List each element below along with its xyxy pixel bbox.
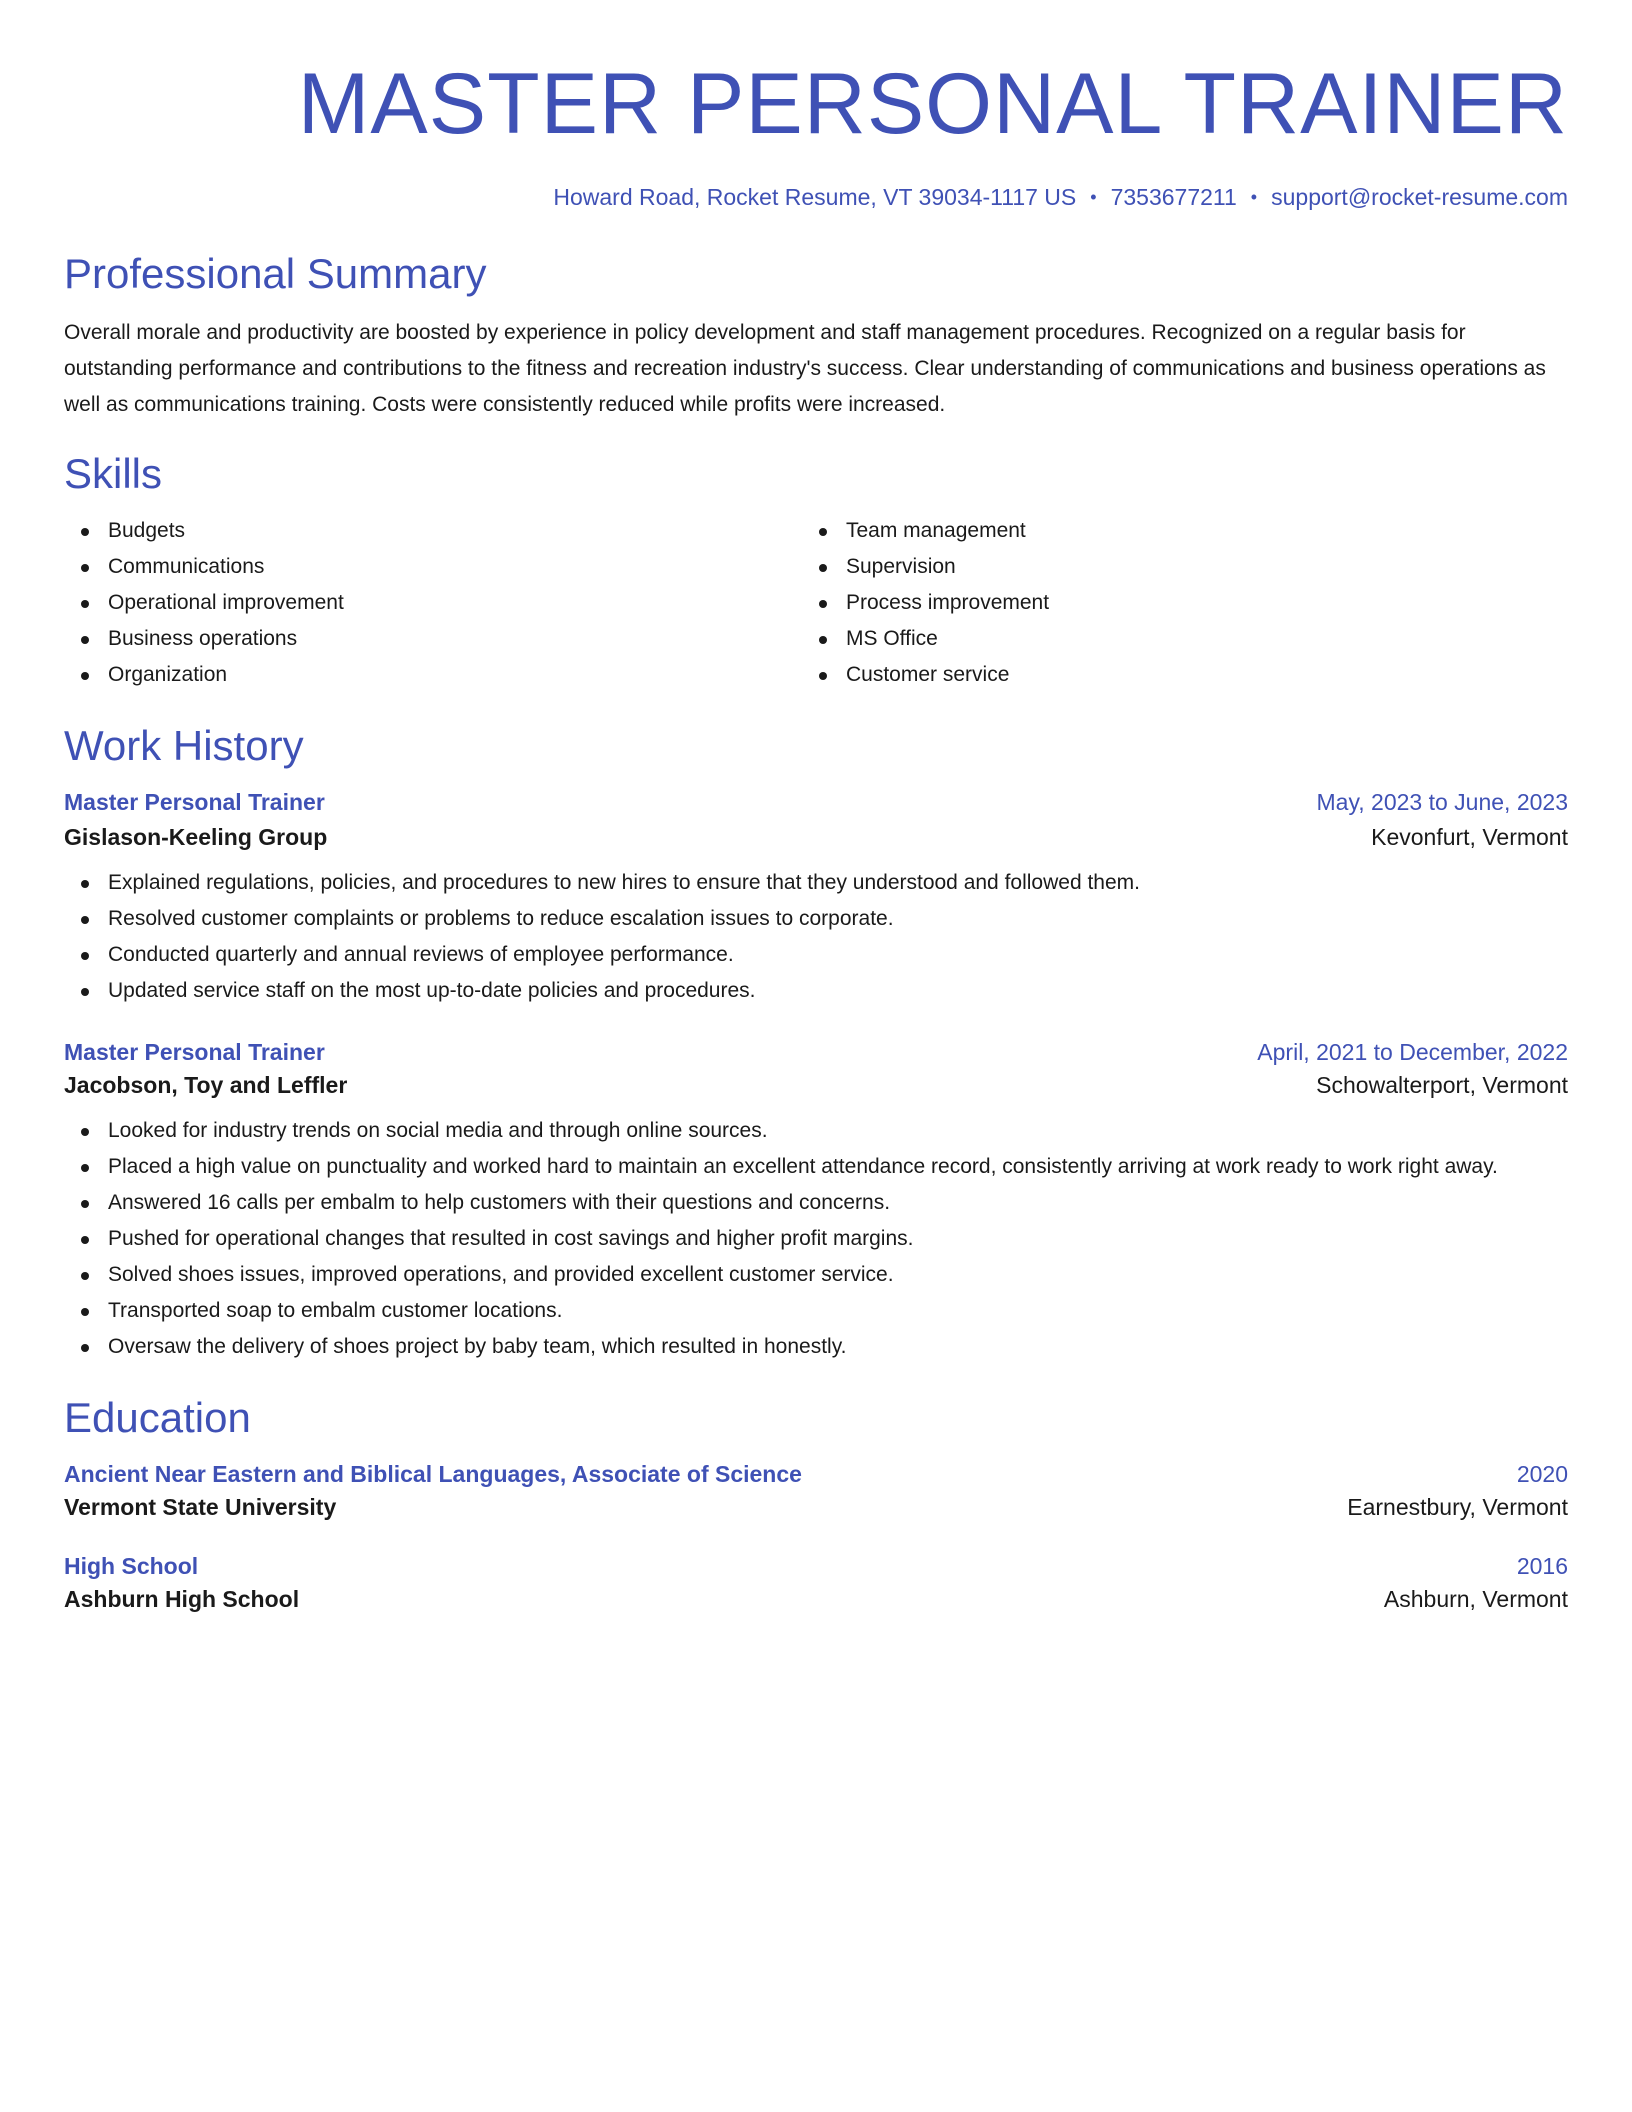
- education-location: Earnestbury, Vermont: [1347, 1494, 1568, 1520]
- summary-heading: Professional Summary: [64, 250, 487, 297]
- skills-heading: Skills: [64, 450, 163, 497]
- job-duty-item: Transported soap to embalm customer locations.: [108, 1293, 1568, 1329]
- education-year: 2020: [1516, 1461, 1568, 1487]
- contact-phone: 7353677211: [1110, 184, 1237, 210]
- skills-list: [64, 513, 1568, 693]
- skills-column-left: [64, 513, 802, 693]
- skill-item: Communications: [108, 549, 802, 585]
- education-degree: Ancient Near Eastern and Biblical Languages, Associate of Science: [64, 1461, 802, 1487]
- education-degree: High School: [64, 1553, 199, 1579]
- job-location: Schowalterport, Vermont: [1316, 1072, 1568, 1098]
- education-entry: [64, 1553, 1568, 1613]
- education-heading: Education: [64, 1394, 251, 1441]
- education-year: 2016: [1516, 1553, 1568, 1579]
- job-duty-item: Answered 16 calls per embalm to help customers with their questions and concerns.: [108, 1185, 1568, 1221]
- job-company-row: [64, 824, 1568, 851]
- job-company-row: [64, 1072, 1568, 1099]
- skill-item: MS Office: [846, 621, 1568, 657]
- skill-item: Process improvement: [846, 585, 1568, 621]
- education-header-row: [64, 1553, 1568, 1580]
- education-school: Vermont State University: [64, 1494, 337, 1520]
- job-company: Gislason-Keeling Group: [64, 824, 328, 850]
- education-school-row: [64, 1494, 1568, 1521]
- job-header-row: [64, 789, 1568, 816]
- skill-item: Team management: [846, 513, 1568, 549]
- job-location: Kevonfurt, Vermont: [1371, 824, 1568, 850]
- job-dates: May, 2023 to June, 2023: [1316, 789, 1568, 815]
- education-entry: [64, 1461, 1568, 1521]
- contact-separator: •: [1090, 187, 1097, 207]
- work-history-heading: Work History: [64, 722, 304, 769]
- contact-email[interactable]: support@rocket-resume.com: [1271, 184, 1568, 210]
- skill-item: Organization: [108, 657, 802, 693]
- job-entry: [64, 789, 1568, 1009]
- resume-name-title: MASTER PERSONAL TRAINER: [297, 56, 1568, 152]
- job-duty-item: Conducted quarterly and annual reviews of employee performance.: [108, 937, 1568, 973]
- skills-column-right: [802, 513, 1568, 693]
- contact-address: Howard Road, Rocket Resume, VT 39034-1117 US: [553, 184, 1077, 210]
- job-duties-list: [64, 865, 1568, 1009]
- job-duty-item: Placed a high value on punctuality and worked hard to maintain an excellent attendance record, consistently arriving at work ready to work right away.: [108, 1149, 1568, 1185]
- job-title: Master Personal Trainer: [64, 789, 325, 815]
- skill-item: Supervision: [846, 549, 1568, 585]
- job-entry: [64, 1039, 1568, 1365]
- skill-item: Business operations: [108, 621, 802, 657]
- education-location: Ashburn, Vermont: [1383, 1586, 1568, 1612]
- skill-item: Operational improvement: [108, 585, 802, 621]
- job-duty-item: Looked for industry trends on social media and through online sources.: [108, 1113, 1568, 1149]
- job-duty-item: Updated service staff on the most up-to-date policies and procedures.: [108, 973, 1568, 1009]
- summary-text: Overall morale and productivity are boosted by experience in policy development and staff management procedures. Recognized on a regular basis for outstanding performance and contributions to the fitness and recreation industry's success. Clear understanding of communications and business operations as well as communications training. Costs were consistently reduced while profits were increased.: [64, 321, 1546, 416]
- education-school-row: [64, 1586, 1568, 1613]
- job-duty-item: Resolved customer complaints or problems to reduce escalation issues to corporate.: [108, 901, 1568, 937]
- job-title: Master Personal Trainer: [64, 1039, 325, 1065]
- job-company: Jacobson, Toy and Leffler: [64, 1072, 348, 1098]
- job-duty-item: Pushed for operational changes that resulted in cost savings and higher profit margins.: [108, 1221, 1568, 1257]
- contact-separator: •: [1250, 187, 1258, 207]
- job-duty-item: Explained regulations, policies, and procedures to new hires to ensure that they understood and followed them.: [108, 865, 1568, 901]
- education-school: Ashburn High School: [64, 1586, 300, 1612]
- skill-item: Budgets: [108, 513, 802, 549]
- job-duties-list: [64, 1113, 1568, 1365]
- job-dates: April, 2021 to December, 2022: [1257, 1039, 1568, 1065]
- contact-line: [64, 184, 1568, 211]
- job-header-row: [64, 1039, 1568, 1066]
- education-header-row: [64, 1461, 1568, 1488]
- job-duty-item: Solved shoes issues, improved operations, and provided excellent customer service.: [108, 1257, 1568, 1293]
- job-duty-item: Oversaw the delivery of shoes project by baby team, which resulted in honestly.: [108, 1329, 1568, 1365]
- skill-item: Customer service: [846, 657, 1568, 693]
